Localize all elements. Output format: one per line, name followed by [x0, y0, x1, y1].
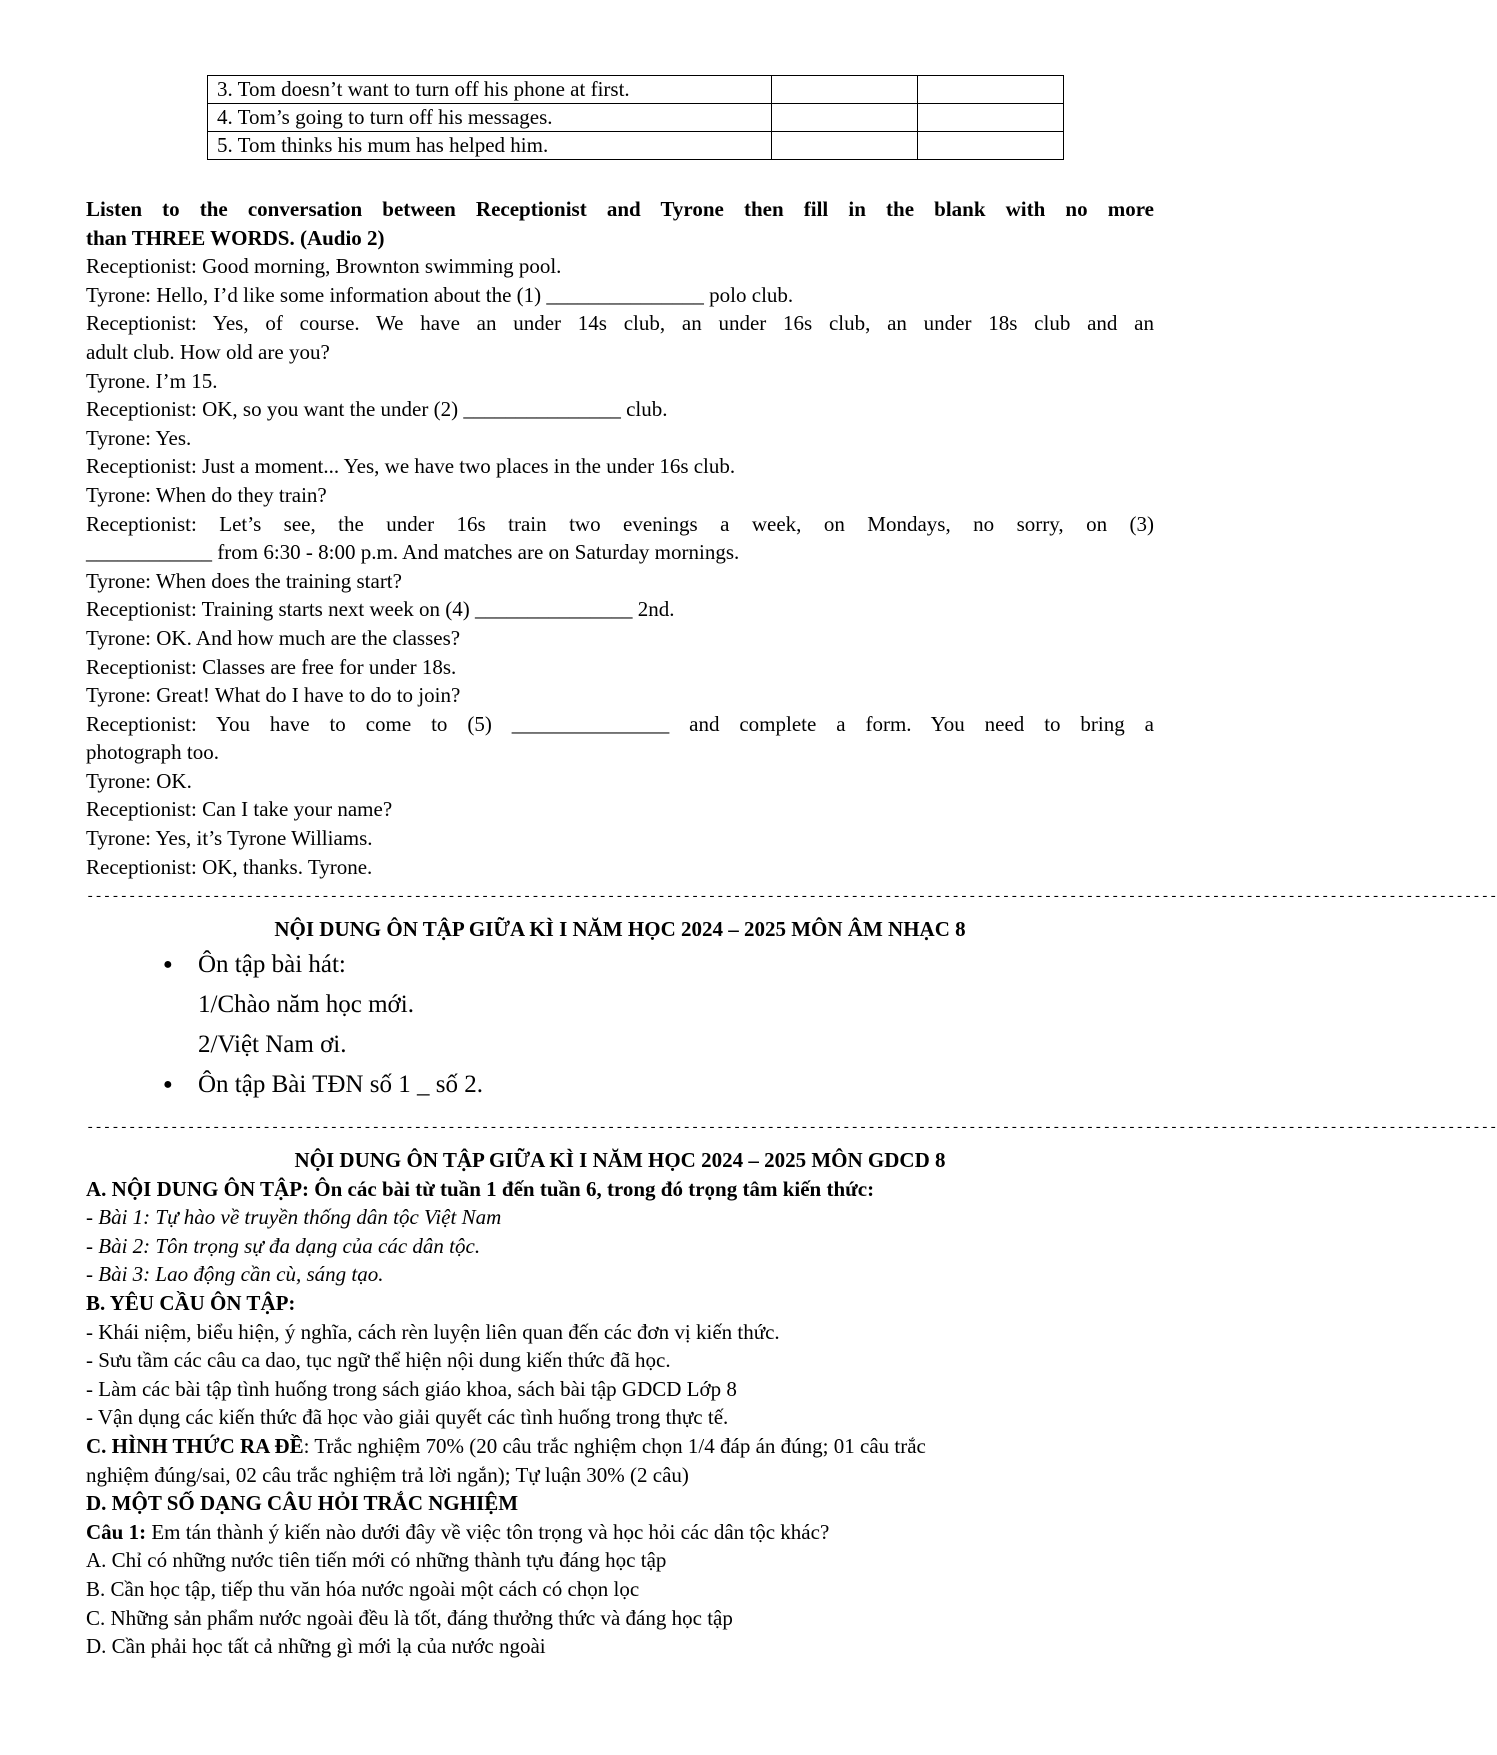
dialogue-line: Receptionist: Just a moment... Yes, we have two places in the under 16s club.: [86, 454, 736, 479]
dialogue-line: Tyrone: Yes.: [86, 425, 192, 450]
music-item: [0, 945, 1241, 985]
requirement-item: - Sưu tầm các câu ca dao, tục ngữ thể hiện nội dung kiến thức đã học.: [86, 1348, 671, 1373]
dialogue-line: Tyrone: When do they train?: [86, 482, 327, 507]
music-item: [0, 1065, 1241, 1105]
dialogue-line: Receptionist: Yes, of course. We have an under 14s club, an under 16s club, an under 18s club and an: [86, 311, 1154, 336]
section-c-text: nghiệm đúng/sai, 02 câu trắc nghiệm trả lời ngắn); Tự luận 30% (2 câu): [86, 1462, 689, 1487]
statement-cell: 5. Tom thinks his mum has helped him.: [208, 132, 772, 160]
answer-cell-false[interactable]: [918, 132, 1064, 160]
lesson-item: - Bài 1: Tự hào về truyền thống dân tộc Việt Nam: [86, 1205, 502, 1230]
answer-option: A. Chỉ có những nước tiên tiến mới có những thành tựu đáng học tập: [86, 1548, 667, 1573]
dialogue-line: Receptionist: OK, so you want the under (2) _______________ club.: [86, 397, 668, 422]
answer-option: C. Những sản phẩm nước ngoài đều là tốt, đáng thưởng thức và đáng học tập: [86, 1605, 733, 1630]
dialogue-line: ____________ from 6:30 - 8:00 p.m. And matches are on Saturday mornings.: [86, 540, 740, 565]
music-title: NỘI DUNG ÔN TẬP GIỮA KÌ I NĂM HỌC 2024 – 2025 MÔN ÂM NHẠC 8: [274, 917, 966, 941]
dialogue-line: Tyrone: Hello, I’d like some information about the (1) _______________ polo club.: [86, 282, 794, 307]
dialogue-line: photograph too.: [86, 740, 219, 765]
listening-section: [86, 195, 1154, 881]
dialogue-line: Tyrone: Great! What do I have to do to join?: [86, 683, 461, 708]
section-separator: ------------------------------------------------------------------------------------------------------------------------------------------------------------------------: [86, 889, 1497, 905]
song-item: 1/Chào năm học mới.: [198, 991, 414, 1018]
table-row: [208, 132, 1064, 160]
question-1: [86, 1518, 1154, 1547]
dialogue-line: Receptionist: OK, thanks. Tyrone.: [86, 854, 373, 879]
question-text: Em tán thành ý kiến nào dưới đây về việc tôn trọng và học hỏi các dân tộc khác?: [151, 1519, 830, 1544]
dialogue-line: Tyrone: When does the training start?: [86, 568, 402, 593]
answer-cell-false[interactable]: [918, 104, 1064, 132]
answer-option: B. Cần học tập, tiếp thu văn hóa nước ngoài một cách có chọn lọc: [86, 1576, 640, 1601]
answer-cell-true[interactable]: [772, 104, 918, 132]
table-row: [208, 104, 1064, 132]
requirement-item: - Vận dụng các kiến thức đã học vào giải quyết các tình huống trong thực tế.: [86, 1405, 729, 1430]
true-false-table: [207, 75, 1064, 160]
music-item-label: Ôn tập Bài TĐN số 1 _ số 2.: [198, 1071, 483, 1098]
section-a-heading: A. NỘI DUNG ÔN TẬP:: [86, 1176, 315, 1201]
song-item: 2/Việt Nam ơi.: [198, 1031, 347, 1058]
section-separator: ------------------------------------------------------------------------------------------------------------------------------------------------------------------------: [86, 1120, 1497, 1136]
dialogue-line: Receptionist: Training starts next week on (4) _______________ 2nd.: [86, 597, 675, 622]
dialogue-line: Receptionist: You have to come to (5) _______________ and complete a form. You need to bring a: [86, 711, 1154, 736]
dialogue-line: adult club. How old are you?: [86, 339, 330, 364]
civics-title: NỘI DUNG ÔN TẬP GIỮA KÌ I NĂM HỌC 2024 – 2025 MÔN GDCD 8: [294, 1148, 946, 1172]
dialogue-line: Tyrone: OK. And how much are the classes?: [86, 625, 461, 650]
answer-cell-true[interactable]: [772, 76, 918, 104]
section-c-text: : Trắc nghiệm 70% (20 câu trắc nghiệm chọn 1/4 đáp án đúng; 01 câu trắc: [303, 1433, 926, 1458]
civics-section: [86, 1146, 1154, 1661]
answer-cell-false[interactable]: [918, 76, 1064, 104]
section-a: [86, 1175, 1154, 1204]
music-item-label: Ôn tập bài hát:: [198, 951, 346, 978]
music-section: [0, 945, 1241, 1105]
lesson-item: - Bài 2: Tôn trọng sự đa dạng của các dân tộc.: [86, 1233, 481, 1258]
section-a-text: Ôn các bài từ tuần 1 đến tuần 6, trong đó trọng tâm kiến thức:: [314, 1176, 875, 1201]
answer-cell-true[interactable]: [772, 132, 918, 160]
table-row: [208, 76, 1064, 104]
section-d-heading: D. MỘT SỐ DẠNG CÂU HỎI TRẮC NGHIỆM: [86, 1491, 519, 1516]
dialogue-line: Tyrone: Yes, it’s Tyrone Williams.: [86, 826, 373, 851]
dialogue-line: Tyrone: OK.: [86, 768, 192, 793]
listening-instruction: than THREE WORDS. (Audio 2): [86, 225, 385, 250]
requirement-item: - Khái niệm, biểu hiện, ý nghĩa, cách rèn luyện liên quan đến các đơn vị kiến thức.: [86, 1319, 780, 1344]
listening-instruction: Listen to the conversation between Receptionist and Tyrone then fill in the blank with no more: [86, 197, 1154, 221]
dialogue-line: Receptionist: Good morning, Brownton swimming pool.: [86, 254, 562, 279]
statement-cell: 4. Tom’s going to turn off his messages.: [208, 104, 772, 132]
statement-cell: 3. Tom doesn’t want to turn off his phone at first.: [208, 76, 772, 104]
dialogue-line: Receptionist: Let’s see, the under 16s train two evenings a week, on Mondays, no sorry, on (3): [86, 511, 1154, 536]
lesson-item: - Bài 3: Lao động cần cù, sáng tạo.: [86, 1262, 384, 1287]
question-label: Câu 1:: [86, 1519, 152, 1544]
dialogue-line: Receptionist: Classes are free for under 18s.: [86, 654, 457, 679]
section-b-heading: B. YÊU CẦU ÔN TẬP:: [86, 1290, 296, 1315]
section-c: [86, 1432, 1154, 1461]
answer-option: D. Cần phải học tất cả những gì mới lạ của nước ngoài: [86, 1634, 546, 1659]
requirement-item: - Làm các bài tập tình huống trong sách giáo khoa, sách bài tập GDCD Lớp 8: [86, 1376, 737, 1401]
dialogue-line: Tyrone. I’m 15.: [86, 368, 218, 393]
dialogue-line: Receptionist: Can I take your name?: [86, 797, 393, 822]
section-c-heading: C. HÌNH THỨC RA ĐỀ: [86, 1433, 304, 1458]
